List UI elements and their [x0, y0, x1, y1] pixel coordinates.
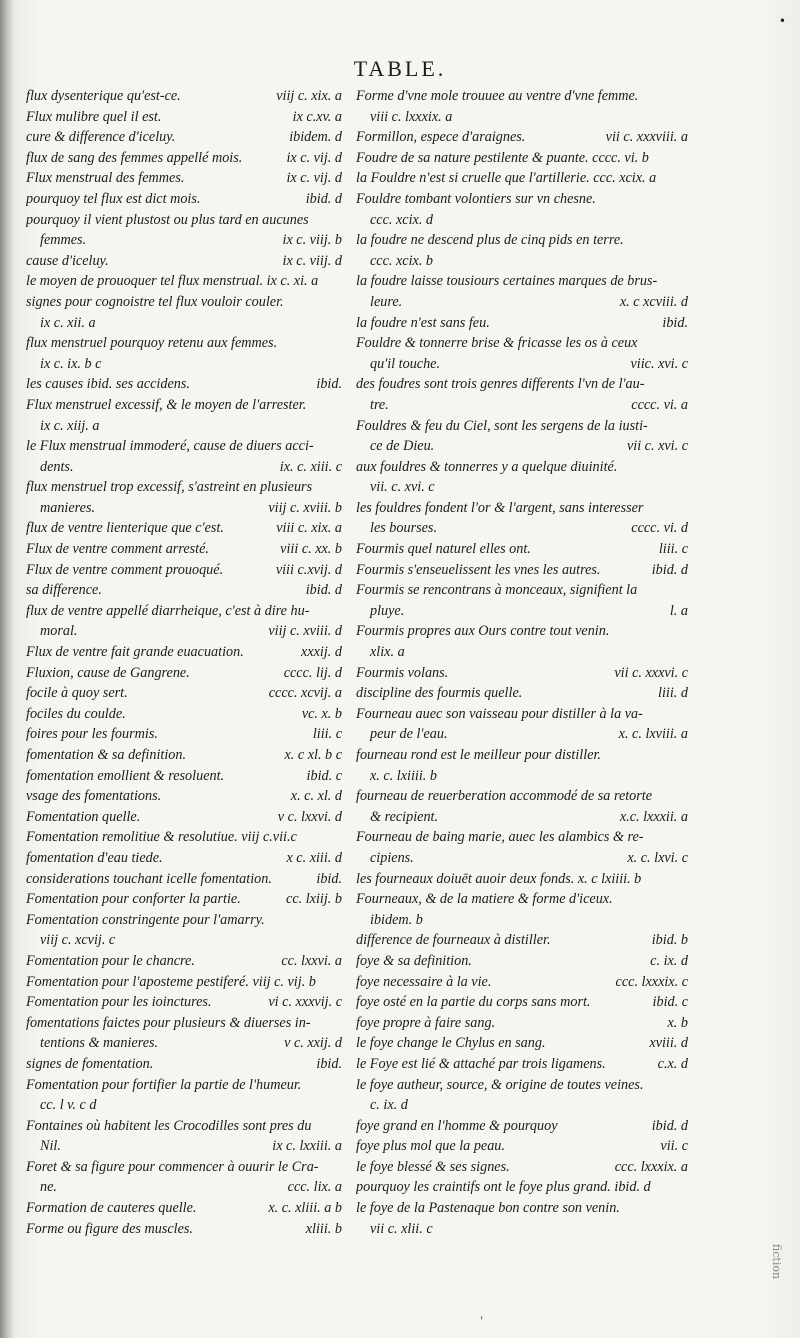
index-entry [356, 951, 688, 972]
entry-text: les fouldres fondent l'or & l'argent, sans interesser [356, 499, 644, 516]
entry-reference: xliii. b [305, 1220, 342, 1237]
entry-text: flux de ventre appellé diarrheique, c'est à dire hu- [26, 602, 310, 619]
bottom-mark: ' [480, 1314, 484, 1328]
entry-text: fourneau rond est le meilleur pour distiller. [356, 747, 601, 763]
entry-reference: ix. c. xiii. c [279, 458, 342, 475]
entry-text: Fouldre & tonnerre brise & fricasse les os à ceux [356, 335, 638, 352]
entry-text: Formation de cauteres quelle. [26, 1200, 197, 1217]
entry-text: Fourmis se rencontrans à monceaux, signifient la [356, 582, 638, 599]
entry-text: foires pour les fourmis. [26, 726, 158, 743]
entry-reference: ibid. d [305, 190, 342, 207]
entry-reference: x. c xl. b c [284, 747, 342, 763]
corner-mark: • [778, 14, 786, 28]
entry-reference: liii. c [312, 726, 342, 743]
index-entry [356, 1177, 688, 1198]
entry-text: ce de Dieu. [370, 438, 435, 455]
entry-text: ix c. ix. b c [40, 355, 102, 372]
entry-reference: c.x. d [657, 1055, 688, 1072]
index-entry [26, 560, 342, 581]
entry-text: Nil. [40, 1138, 61, 1155]
entry-reference: v c. xxij. d [284, 1035, 342, 1052]
index-entry [356, 189, 688, 210]
entry-text: discipline des fourmis quelle. [356, 685, 523, 702]
entry-reference: liii. d [658, 685, 688, 702]
entry-text: Fomentation constringente pour l'amarry. [26, 911, 265, 928]
entry-text: moral. [40, 623, 78, 640]
index-entry [26, 189, 342, 210]
entry-reference: cc. lxiij. b [286, 891, 342, 908]
index-entry [26, 951, 342, 972]
entry-text: Fourneaux, & de la matiere & forme d'iceux. [356, 891, 613, 908]
entry-reference: vii c. xxxvi. c [614, 664, 688, 681]
entry-reference: x.c. lxxxii. a [619, 808, 688, 825]
entry-text: les causes ibid. ses accidens. [26, 376, 190, 393]
index-entry [356, 1219, 688, 1240]
index-entry [26, 1075, 342, 1096]
entry-text: la Fouldre n'est si cruelle que l'artillerie. ccc. xcix. a [356, 170, 657, 187]
entry-text: sa difference. [26, 582, 102, 599]
entry-reference: c. ix. d [650, 952, 688, 969]
entry-text: pourquoy les craintifs ont le foye plus grand. ibid. d [356, 1179, 651, 1196]
entry-text: foye & sa definition. [356, 952, 472, 969]
entry-text: considerations touchant icelle fomentation. [26, 870, 272, 887]
entry-text: focile à quoy sert. [26, 685, 128, 702]
entry-reference: ibid. [316, 1055, 342, 1072]
index-entry [26, 230, 342, 251]
entry-text: foye plus mol que la peau. [356, 1138, 505, 1155]
index-entry [356, 724, 688, 745]
entry-text: vsage des fomentations. [26, 788, 162, 805]
entry-text: Fomentation pour le chancre. [26, 952, 195, 969]
index-entry [26, 1219, 342, 1240]
entry-text: Fluxion, cause de Gangrene. [26, 664, 190, 681]
entry-reference: ix c. vij. d [286, 170, 342, 187]
entry-reference: ibid. [662, 314, 688, 331]
index-entry [356, 168, 688, 189]
index-entry [356, 374, 688, 395]
entry-text: fomentations faictes pour plusieurs & diuerses in- [26, 1014, 311, 1031]
entry-reference: ibidem. d [289, 129, 342, 146]
entry-text: qu'il touche. [370, 355, 441, 372]
entry-text: flux de ventre lienterique que c'est. [26, 520, 224, 537]
index-entry [26, 1198, 342, 1219]
entry-text: le foye change le Chylus en sang. [356, 1035, 546, 1052]
index-entry [356, 86, 688, 107]
entry-reference: ix c. viij. b [282, 232, 342, 249]
entry-text: flux dysenterique qu'est-ce. [26, 88, 181, 104]
entry-reference: ix c. vij. d [286, 149, 342, 166]
entry-reference: ibid. b [651, 932, 688, 949]
entry-text: x. c. lxiiii. b [370, 767, 437, 784]
index-entry [26, 683, 342, 704]
index-entry [356, 807, 688, 828]
entry-text: Flux de ventre comment arresté. [26, 541, 209, 558]
index-entry [356, 395, 688, 416]
index-entry [356, 580, 688, 601]
index-entry [26, 271, 342, 292]
entry-reference: x. c. xl. d [290, 788, 342, 805]
entry-text: Fourneau auec son vaisseau pour distiller à la va- [356, 705, 643, 722]
entry-reference: cccc. lij. d [283, 664, 342, 681]
entry-reference: l. a [669, 602, 688, 619]
entry-reference: ibid. c [306, 767, 342, 784]
index-entry [356, 477, 688, 498]
index-entry [356, 1095, 688, 1116]
index-entry [356, 745, 688, 766]
entry-text: cause d'iceluy. [26, 252, 109, 269]
index-entry [26, 704, 342, 725]
entry-text: xlix. a [370, 644, 405, 661]
index-entry [356, 107, 688, 128]
entry-reference: vi c. xxxvij. c [268, 994, 342, 1011]
entry-text: Foudre de sa nature pestilente & puante. cccc. vi. b [356, 149, 649, 166]
index-entry [26, 498, 342, 519]
entry-text: flux menstruel trop excessif, s'astreint en plusieurs [26, 479, 313, 496]
entry-text: foye osté en la partie du corps sans mort. [356, 994, 591, 1011]
entry-text: flux menstruel pourquoy retenu aux femmes. [26, 335, 278, 352]
entry-text: tentions & manieres. [40, 1035, 159, 1052]
entry-text: Fouldre tombant volontiers sur vn chesne. [356, 190, 596, 207]
entry-text: la foudre ne descend plus de cinq pids en terre. [356, 232, 624, 249]
entry-reference: xviii. d [649, 1035, 688, 1052]
entry-reference: viij c. xviii. d [268, 623, 342, 640]
entry-text: vii c. xlii. c [370, 1220, 433, 1237]
entry-text: ix c. xiij. a [40, 417, 100, 434]
entry-reference: ibid. d [305, 582, 342, 599]
index-entry [356, 251, 688, 272]
entry-text: fociles du coulde. [26, 705, 126, 722]
entry-text: vii. c. xvi. c [370, 479, 435, 496]
entry-text: les bourses. [370, 520, 437, 537]
index-entry [26, 889, 342, 910]
index-entry [26, 848, 342, 869]
entry-text: fomentation & sa definition. [26, 747, 186, 763]
index-entry [26, 807, 342, 828]
entry-text: flux de sang des femmes appellé mois. [26, 149, 243, 166]
index-entry [26, 1116, 342, 1137]
entry-reference: x. c xcviii. d [619, 293, 688, 310]
index-entry [26, 539, 342, 560]
entry-reference: x c. xiii. d [286, 849, 342, 866]
entry-reference: vc. x. b [301, 705, 342, 722]
entry-text: Foret & sa figure pour commencer à ouurir le Cra- [26, 1158, 319, 1175]
entry-text: Flux de ventre comment prouoqué. [26, 561, 224, 578]
entry-text: foye propre à faire sang. [356, 1014, 496, 1031]
entry-reference: cccc. vi. d [631, 520, 688, 537]
index-entry [356, 1013, 688, 1034]
index-entry [26, 292, 342, 313]
index-entry [26, 86, 342, 107]
index-entry [356, 766, 688, 787]
entry-text: pluye. [370, 602, 405, 619]
entry-text: Fomentation pour l'aposteme pestiferé. viij c. vij. b [26, 973, 316, 990]
index-entry [356, 416, 688, 437]
entry-text: tre. [370, 396, 389, 413]
index-entry [26, 621, 342, 642]
entry-reference: ibid. [316, 376, 342, 393]
edge-mark: fiction [769, 1243, 783, 1280]
entry-text: Forme d'vne mole trouuee au ventre d'vne femme. [356, 88, 639, 104]
index-entry [356, 889, 688, 910]
index-entry [356, 704, 688, 725]
entry-text: c. ix. d [370, 1097, 408, 1114]
index-entry [356, 869, 688, 890]
entry-text: fourneau de reuerberation accommodé de sa retorte [356, 788, 653, 805]
index-entry [356, 518, 688, 539]
entry-reference: viij c. xviii. b [268, 499, 342, 516]
index-entry [356, 292, 688, 313]
index-entry [26, 354, 342, 375]
entry-text: ix c. xii. a [40, 314, 96, 331]
entry-text: ccc. xcix. b [370, 252, 434, 269]
index-entry [26, 910, 342, 931]
entry-text: ibidem. b [370, 911, 423, 928]
index-entry [26, 642, 342, 663]
entry-text: la foudre laisse tousiours certaines marques de brus- [356, 273, 658, 290]
entry-text: cure & difference d'iceluy. [26, 129, 176, 146]
entry-text: la foudre n'est sans feu. [356, 314, 490, 331]
index-entry [356, 457, 688, 478]
entry-reference: viij c. xix. a [276, 88, 342, 104]
index-entry [26, 477, 342, 498]
index-entry [356, 642, 688, 663]
entry-text: cipiens. [370, 849, 414, 866]
index-entry [356, 1033, 688, 1054]
entry-text: fomentation emollient & resoluent. [26, 767, 225, 784]
entry-reference: v c. lxxvi. d [277, 808, 342, 825]
entry-reference: vii c. xvi. c [626, 438, 688, 455]
entry-text: difference de fourneaux à distiller. [356, 932, 551, 949]
entry-text: viii c. lxxxix. a [370, 108, 453, 125]
index-entry [356, 972, 688, 993]
entry-reference: viii c. xix. a [276, 520, 342, 537]
page-binding-shadow [0, 0, 14, 1338]
index-entry [26, 580, 342, 601]
entry-text: signes de fomentation. [26, 1055, 154, 1072]
entry-text: Flux menstruel excessif, & le moyen de l'arrester. [26, 396, 307, 413]
entry-text: Fomentation pour les ioinctures. [26, 994, 212, 1011]
entry-reference: ccc. lix. a [287, 1179, 342, 1196]
entry-reference: xxxij. d [301, 644, 342, 661]
entry-text: foye grand en l'homme & pourquoy [356, 1117, 558, 1134]
entry-text: Flux mulibre quel il est. [26, 108, 162, 125]
entry-reference: ibid. d [651, 561, 688, 578]
index-entry [356, 271, 688, 292]
index-entry [26, 992, 342, 1013]
index-entry [356, 1075, 688, 1096]
entry-text: le moyen de prouoquer tel flux menstrual. ix c. xi. a [26, 273, 319, 290]
entry-text: ne. [40, 1179, 57, 1196]
entry-reference: ccc. lxxxix. a [614, 1158, 688, 1175]
entry-text: des foudres sont trois genres differents l'vn de l'au- [356, 376, 645, 393]
index-entry [356, 560, 688, 581]
entry-reference: x. b [667, 1014, 688, 1031]
index-entry [26, 1136, 342, 1157]
entry-reference: ix c.xv. a [292, 108, 342, 125]
index-entry [26, 313, 342, 334]
entry-reference: ix c. viij. d [282, 252, 342, 269]
entry-text: fomentation d'eau tiede. [26, 849, 163, 866]
index-entry [356, 313, 688, 334]
index-entry [356, 848, 688, 869]
index-entry [26, 1033, 342, 1054]
index-column-right [356, 86, 688, 1239]
entry-reference: cccc. xcvij. a [268, 685, 342, 702]
index-entry [356, 127, 688, 148]
entry-text: le foye blessé & ses signes. [356, 1158, 510, 1175]
entry-text: Formillon, espece d'araignes. [356, 129, 526, 146]
index-entry [356, 683, 688, 704]
entry-text: pourquoy tel flux est dict mois. [26, 190, 201, 207]
entry-text: Flux menstrual des femmes. [26, 170, 185, 187]
entry-text: Fouldres & feu du Ciel, sont les sergens de la iusti- [356, 417, 648, 434]
entry-reference: cccc. vi. a [631, 396, 688, 413]
entry-reference: ibid. [316, 870, 342, 887]
entry-text: viij c. xcvij. c [40, 932, 116, 949]
entry-reference: cc. lxxvi. a [281, 952, 342, 969]
index-entry [356, 601, 688, 622]
index-entry [356, 786, 688, 807]
index-column-left [26, 86, 342, 1239]
index-entry [26, 210, 342, 231]
entry-text: Fomentation remolitiue & resolutiue. viij c.vii.c [26, 829, 297, 846]
entry-text: le foye de la Pastenaque bon contre son venin. [356, 1200, 620, 1217]
index-entry [356, 210, 688, 231]
index-entry [356, 148, 688, 169]
entry-text: les fourneaux doiuēt auoir deux fonds. x. c lxiiii. b [356, 870, 642, 887]
entry-text: ccc. xcix. d [370, 211, 434, 228]
entry-text: aux fouldres & tonnerres y a quelque diuinité. [356, 458, 618, 475]
index-entry [356, 1198, 688, 1219]
index-entry [26, 1177, 342, 1198]
entry-text: Fourmis quel naturel elles ont. [356, 541, 531, 558]
entry-text: Fourmis volans. [356, 664, 449, 681]
index-entry [356, 1054, 688, 1075]
index-entry [26, 1013, 342, 1034]
entry-text: cc. l v. c d [40, 1097, 97, 1114]
entry-text: le foye autheur, source, & origine de toutes veines. [356, 1076, 644, 1093]
entry-text: Fontaines où habitent les Crocodilles sont pres du [26, 1117, 312, 1134]
index-entry [26, 518, 342, 539]
index-entry [356, 1116, 688, 1137]
index-entry [356, 621, 688, 642]
entry-text: leure. [370, 293, 403, 310]
entry-reference: ix c. lxxiii. a [272, 1138, 342, 1155]
index-entry [26, 663, 342, 684]
index-entry [26, 601, 342, 622]
entry-reference: ibid. c [652, 994, 688, 1011]
index-entry [26, 436, 342, 457]
index-entry [26, 827, 342, 848]
entry-text: manieres. [40, 499, 96, 516]
index-entry [26, 972, 342, 993]
entry-reference: vii c. xxxviii. a [605, 129, 688, 146]
index-entry [26, 1054, 342, 1075]
entry-text: signes pour cognoistre tel flux vouloir couler. [26, 293, 284, 310]
entry-reference: viii c.xvij. d [275, 561, 342, 578]
entry-reference: vii. c [660, 1138, 688, 1155]
entry-text: Fomentation pour fortifier la partie de l'humeur. [26, 1076, 302, 1093]
entry-text: & recipient. [370, 808, 439, 825]
index-entry [26, 869, 342, 890]
entry-text: Forme ou figure des muscles. [26, 1220, 193, 1237]
index-entry [26, 1157, 342, 1178]
index-entry [356, 930, 688, 951]
index-entry [356, 230, 688, 251]
index-entry [356, 539, 688, 560]
index-entry [26, 168, 342, 189]
index-entry [356, 498, 688, 519]
entry-text: Fourmis s'enseuelissent les vnes les autres. [356, 561, 601, 578]
index-entry [26, 724, 342, 745]
entry-text: pourquoy il vient plustost ou plus tard en aucunes [26, 211, 309, 228]
entry-reference: x. c. xliii. a b [268, 1200, 342, 1217]
index-entry [26, 1095, 342, 1116]
index-entry [26, 745, 342, 766]
index-entry [26, 930, 342, 951]
index-entry [26, 374, 342, 395]
entry-reference: x. c. lxviii. a [618, 726, 688, 743]
entry-text: foye necessaire à la vie. [356, 973, 492, 990]
entry-reference: viic. xvi. c [630, 355, 688, 372]
entry-reference: viii c. xx. b [280, 541, 342, 558]
entry-text: le Foye est lié & attaché par trois ligamens. [356, 1055, 606, 1072]
index-entry [26, 786, 342, 807]
index-entry [356, 992, 688, 1013]
index-entry [356, 436, 688, 457]
entry-text: Fourneau de baing marie, auec les alambics & re- [356, 829, 644, 846]
entry-reference: ibid. d [651, 1117, 688, 1134]
index-entry [356, 354, 688, 375]
entry-reference: ccc. lxxxix. c [615, 973, 688, 990]
entry-text: le Flux menstrual immoderé, cause de diuers acci- [26, 438, 314, 455]
index-entry [26, 395, 342, 416]
index-entry [26, 333, 342, 354]
index-entry [26, 127, 342, 148]
index-entry [356, 663, 688, 684]
entry-text: Fourmis propres aux Ours contre tout venin. [356, 623, 610, 640]
entry-text: femmes. [40, 232, 87, 249]
entry-reference: liii. c [658, 541, 688, 558]
entry-text: Fomentation pour conforter la partie. [26, 891, 241, 908]
index-entry [26, 766, 342, 787]
index-entry [356, 910, 688, 931]
entry-reference: x. c. lxvi. c [627, 849, 688, 866]
index-entry [26, 251, 342, 272]
index-entry [26, 148, 342, 169]
index-entry [26, 416, 342, 437]
index-entry [356, 1157, 688, 1178]
index-entry [356, 333, 688, 354]
entry-text: dents. [40, 458, 74, 475]
entry-text: peur de l'eau. [370, 726, 448, 743]
index-entry [26, 457, 342, 478]
index-entry [356, 827, 688, 848]
index-entry [26, 107, 342, 128]
page-title: TABLE. [353, 56, 447, 81]
index-entry [356, 1136, 688, 1157]
entry-text: Flux de ventre fait grande euacuation. [26, 644, 244, 661]
entry-text: Fomentation quelle. [26, 808, 141, 825]
